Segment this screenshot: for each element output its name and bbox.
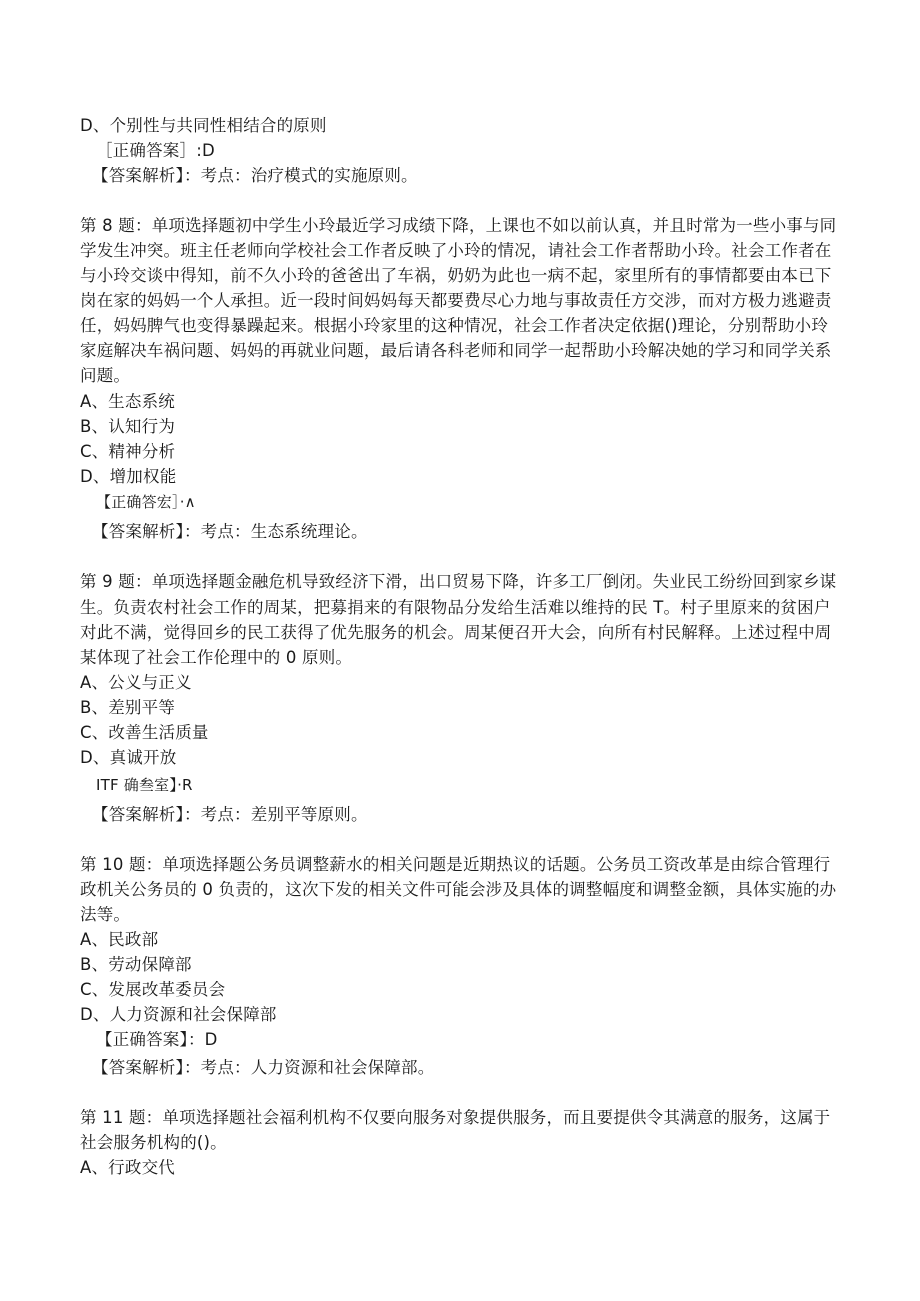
question-8-line-3: 与小玲交谈中得知，前不久小玲的爸爸出了车祸，奶奶为此也一病不起，家里所有的事情都要由本已下: [80, 266, 832, 285]
question-8-line-4: 岗在家的妈妈一个人承担。近一段时间妈妈每天都要费尽心力地与事故责任方交涉，而对方极力逃避责: [80, 291, 832, 310]
question-10-line-3: 法等。: [80, 905, 131, 924]
option-a-q8: A、生态系统: [80, 392, 175, 411]
option-c-q8: C、精神分析: [80, 442, 176, 461]
option-a-q11: A、行政交代: [80, 1158, 175, 1177]
option-b-q9: B、差别平等: [80, 698, 176, 717]
answer-q8: 【正确答宏］·∧: [96, 493, 196, 511]
question-8-line-6: 家庭解决车祸问题、妈妈的再就业问题，最后请各科老师和同学一起帮助小玲解决她的学习和同学关系: [80, 341, 832, 360]
question-10-line-2: 政机关公务员的 0 负责的，这次下发的相关文件可能会涉及具体的调整幅度和调整金额，具体实施的办: [80, 880, 837, 899]
question-11-line-1: 第 11 题：单项选择题社会福利机构不仅要向服务对象提供服务，而且要提供令其满意的服务，这属于: [80, 1108, 831, 1127]
option-a-q10: A、民政部: [80, 930, 159, 949]
option-a-q9: A、公义与正义: [80, 673, 192, 692]
explanation-q8: 【答案解析】：考点：生态系统理论。: [92, 522, 368, 541]
question-8-line-5: 任，妈妈脾气也变得暴躁起来。根据小玲家里的这种情况，社会工作者决定依据()理论，分别帮助小玲: [80, 316, 829, 335]
option-b-q10: B、劳动保障部: [80, 955, 192, 974]
option-d-q10: D、人力资源和社会保障部: [80, 1005, 277, 1024]
question-9-line-4: 某体现了社会工作伦理中的 0 原则。: [80, 648, 353, 667]
option-c-q9: C、改善生活质量: [80, 723, 209, 742]
answer-q9: ITF 确叁室】·R: [96, 776, 193, 794]
explanation-q9: 【答案解析】：考点：差别平等原则。: [92, 805, 368, 824]
option-c-q10: C、发展改革委员会: [80, 980, 226, 999]
question-8-line-7: 问题。: [80, 366, 131, 385]
option-d-q9: D、真诚开放: [80, 748, 177, 767]
explanation-q10: 【答案解析】：考点：人力资源和社会保障部。: [92, 1058, 435, 1077]
question-8-line-1: 第 8 题：单项选择题初中学生小玲最近学习成绩下降，上课也不如以前认真，并且时常为一些小事与同: [80, 216, 837, 235]
explanation-q7: 【答案解析】：考点：治疗模式的实施原则。: [92, 166, 418, 185]
question-10-line-1: 第 10 题：单项选择题公务员调整薪水的相关问题是近期热议的话题。公务员工资改革是由综合管理行: [80, 855, 831, 874]
question-9-line-1: 第 9 题：单项选择题金融危机导致经济下滑，出口贸易下降，许多工厂倒闭。失业民工纷纷回到家乡谋: [80, 572, 837, 591]
option-b-q8: B、认知行为: [80, 417, 176, 436]
option-d-q7: D、个别性与共同性相结合的原则: [80, 116, 327, 135]
question-9-line-2: 生。负责农村社会工作的周某，把募捐来的有限物品分发给生活难以维持的民 T。村子里原来的贫困户: [80, 598, 831, 617]
option-d-q8: D、增加权能: [80, 467, 177, 486]
answer-q7: ［正确答案］:D: [96, 141, 215, 160]
question-11-line-2: 社会服务机构的()。: [80, 1133, 227, 1152]
answer-q10: 【正确答案】：D: [96, 1030, 218, 1049]
question-9-line-3: 对此不满，觉得回乡的民工获得了优先服务的机会。周某便召开大会，向所有村民解释。上述过程中周: [80, 623, 832, 642]
question-8-line-2: 学发生冲突。班主任老师向学校社会工作者反映了小玲的情况，请社会工作者帮助小玲。社会工作者在: [80, 241, 832, 260]
